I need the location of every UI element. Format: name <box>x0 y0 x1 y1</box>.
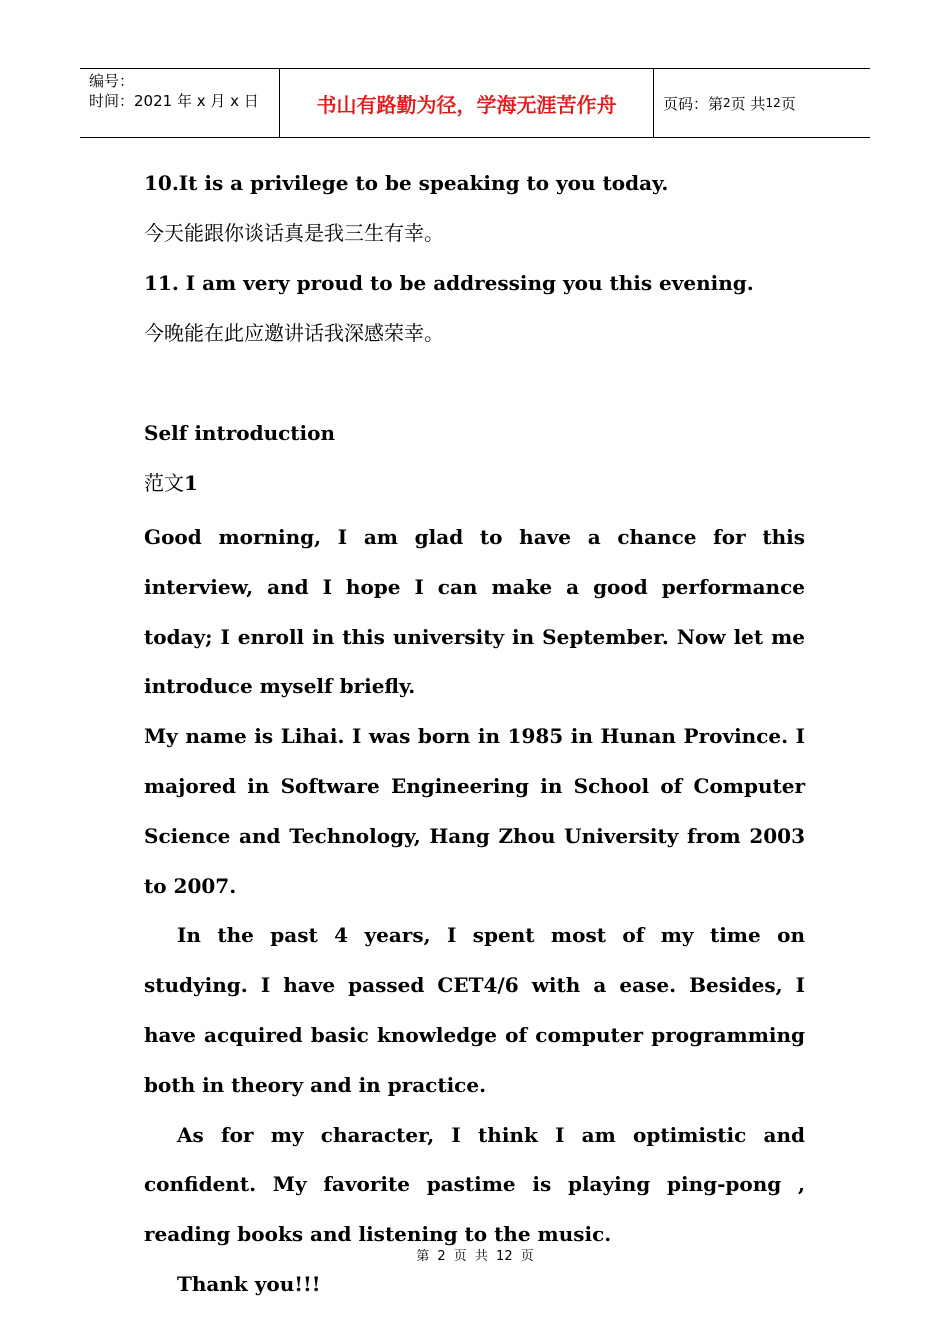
header-motto: 书山有路勤为径，学海无涯苦作舟 <box>280 69 654 137</box>
paragraph-background: My name is Lihai. I was born in 1985 in Hunan Province. I majored in Software Engineering in School of Computer Science and Technology, Hang Zhou University from 2003 to 2007. <box>144 724 805 898</box>
phrase-11-chinese: 今晚能在此应邀讲话我深感荣幸。 <box>144 321 444 345</box>
page-suffix: 页 <box>780 94 796 113</box>
header-page-info <box>654 69 870 137</box>
document-body <box>144 163 805 1315</box>
page-prefix: 页码：第 <box>663 94 724 113</box>
paragraph-character: As for my character, I think I am optimistic and confident. My favorite pastime is playing ping-pong , reading books and listening to the music. <box>144 1122 805 1247</box>
page-footer: 第 2 页 共 12 页 <box>416 1249 534 1264</box>
page-header <box>80 68 870 138</box>
sample-label-number: 1 <box>184 471 198 495</box>
blank-line <box>144 363 805 413</box>
paragraph-study: In the past 4 years, I spent most of my time on studying. I have passed CET4/6 with a ease. Besides, I have acquired basic knowledge of computer programming both in theory and in practice. <box>144 923 805 1097</box>
header-meta <box>80 69 280 137</box>
page-total: 12 <box>765 96 781 110</box>
phrase-10-english: 10.It is a privilege to be speaking to you today. <box>144 171 669 195</box>
document-time-label: 时间：2021 年 x 月 x 日 <box>89 92 259 110</box>
section-title: Self introduction <box>144 421 336 445</box>
paragraph-thanks: Thank you!!! <box>177 1271 321 1296</box>
phrase-10-chinese: 今天能跟你谈话真是我三生有幸。 <box>144 221 444 245</box>
paragraph-greeting: Good morning, I am glad to have a chance for this interview, and I hope I can make a good performance today; I enroll in this university in September. Now let me introduce myself briefly. <box>144 525 805 699</box>
phrase-11-english: 11. I am very proud to be addressing you this evening. <box>144 271 754 295</box>
sample-label-text: 范文 <box>144 471 184 495</box>
page-mid: 页 共 <box>730 94 766 113</box>
page-current: 2 <box>723 96 731 110</box>
sample-label <box>144 463 805 513</box>
document-number-label: 编号： <box>89 72 135 90</box>
